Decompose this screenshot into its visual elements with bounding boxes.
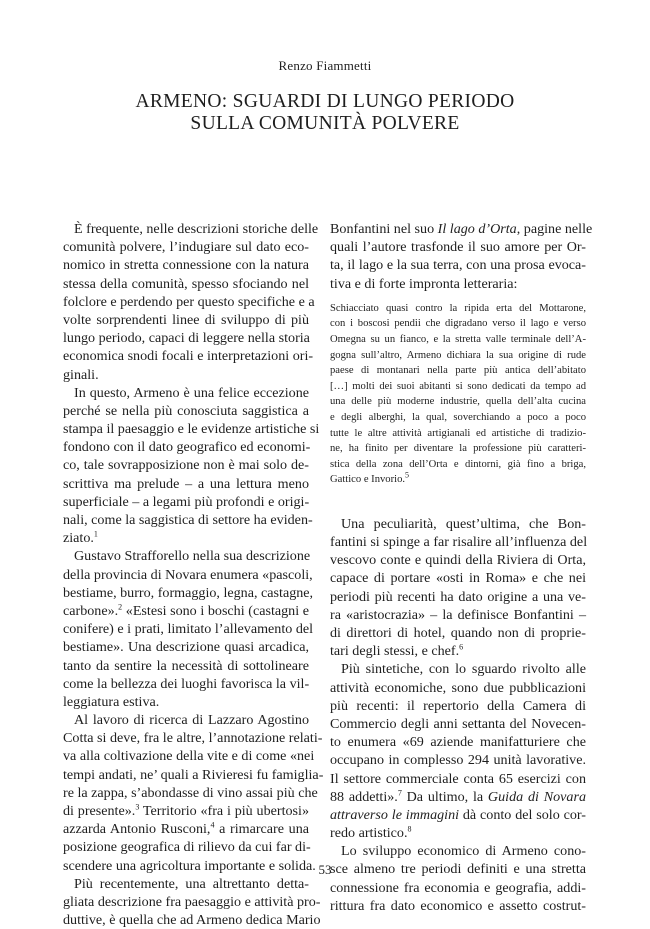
text-line: attività economiche, sono due pubblicazioni xyxy=(330,679,586,696)
page-number: 53 xyxy=(318,862,332,877)
text-line: scendere una agricoltura importante e solida. xyxy=(63,857,316,874)
text-line: co, tale sovrapposizione non è mai solo de- xyxy=(63,457,309,474)
text-line: È frequente, nelle descrizioni storiche delle xyxy=(74,221,319,237)
text-line: fantini si spinge a far risalire all’influenza del xyxy=(330,534,588,551)
text-line: comunità polvere, l’indugiare sul dato eco- xyxy=(63,239,309,256)
text-line: nali, come la saggistica di settore ha eviden- xyxy=(63,512,313,528)
quote-line: Schiacciato quasi contro la ripida erta del Mottarone, xyxy=(330,302,586,314)
text-line: volte sorprendenti linee di sviluppo di più xyxy=(63,311,309,328)
text-run: 88 addetti». xyxy=(330,788,398,805)
text-run: tari degli stessi, e chef. xyxy=(330,643,460,660)
footnote-ref[interactable]: 3 xyxy=(135,802,140,812)
footnote-ref[interactable]: 7 xyxy=(397,788,402,797)
block-quote xyxy=(330,301,586,488)
text-line: periodi più recenti ha dato origine a una ve- xyxy=(330,588,586,605)
block-spacing xyxy=(330,488,586,515)
quote-line: e degli alberghi, la qual, soverchiando a poco a poco xyxy=(330,411,586,423)
footnote-ref[interactable]: 2 xyxy=(118,602,123,612)
book-title: attraverso le immagini xyxy=(330,806,460,823)
text-line: gliata descrizione fra paesaggio e attività pro- xyxy=(63,893,321,910)
text-line: In questo, Armeno è una felice eccezione xyxy=(74,384,309,401)
text-line: Gustavo Strafforello nella sua descrizione xyxy=(74,548,311,565)
text-line: duttive, è quella che ad Armeno dedica Mario xyxy=(63,912,321,929)
running-head-author: Renzo Fiammetti xyxy=(278,58,372,73)
text-run: dà conto del solo cor- xyxy=(459,806,586,823)
text-line: occupano in complesso 294 unità lavorative. xyxy=(330,752,586,769)
text-run: Bonfantini nel suo xyxy=(330,221,438,237)
text-line: Il settore commerciale conta 65 esercizi con xyxy=(330,770,586,787)
footnote-ref[interactable]: 6 xyxy=(459,642,464,652)
quote-line: tutte le altre attività artigianali ed artistiche di tradizio- xyxy=(330,427,586,439)
text-line: della provincia di Novara enumera «pascoli, xyxy=(63,566,313,583)
text-line: lungo periodo, capaci di leggere nella storia xyxy=(63,330,310,347)
text-run: di presente». xyxy=(63,803,136,819)
title-line: ARMENO: SGUARDI DI LUNGO PERIODO xyxy=(135,91,515,112)
footnote-ref[interactable]: 5 xyxy=(405,470,410,480)
quote-line: gogna sull’altro, Armeno dichiara la sua origine di rude xyxy=(330,349,586,361)
text-line: ta, il lago e la sua terra, con una prosa evoca- xyxy=(330,257,586,274)
quote-line: […] molti dei suoi abitanti si sono dedicati da tempo ad xyxy=(330,380,586,392)
text-line: bestiame». Una descrizione quasi arcadica, xyxy=(63,639,309,656)
left-column xyxy=(63,220,324,929)
text-line: nomico in stretta connessione con la natura xyxy=(63,257,309,274)
quote-line: con i boscosi pendii che digradano verso il lago e verso xyxy=(330,318,586,330)
text-line: Più sintetiche, con lo sguardo rivolto alle xyxy=(341,661,586,678)
text-run: , pagine nelle xyxy=(516,221,593,237)
text-run: Da ultimo, la xyxy=(401,788,488,805)
text-line: re la zappa, s’abondasse di vino assai più che xyxy=(63,784,318,801)
text-line: capace di portare «osti in Roma» e che nei xyxy=(330,570,586,587)
text-run: ziato. xyxy=(63,530,94,547)
text-run: «Estesi sono i boschi (castagni e xyxy=(122,602,309,619)
text-line: rittura fra dato economico e assetto costrut- xyxy=(330,897,586,914)
footnote-ref[interactable]: 8 xyxy=(407,824,412,834)
text-run: carbone». xyxy=(63,602,119,619)
text-line: bestiame, burro, formaggio, legna, castagne, xyxy=(63,584,314,601)
text-line xyxy=(63,529,309,547)
text-run: a rimarcare una xyxy=(214,821,309,838)
text-line: sce almeno tre periodi definiti e una stretta xyxy=(330,861,586,878)
text-line: scrittiva ma prelude – a una lettura meno xyxy=(63,475,309,492)
text-line: Cotta si deve, fra le altre, l’annotazione relati- xyxy=(63,730,323,747)
quote-line: Omegna su un fianco, e la stretta valle terminale dell’A- xyxy=(330,333,586,345)
text-line: tempi andati, ne’ quali a Rivieresi fu famiglia- xyxy=(63,766,324,783)
block-spacing xyxy=(330,293,586,301)
text-line: Commercio degli anni settanta del Novecen- xyxy=(330,715,586,732)
book-title: Guida di Novara xyxy=(487,788,586,805)
text-line: to enumera «69 aziende manifatturiere che xyxy=(330,734,586,751)
text-line xyxy=(330,220,593,238)
text-line xyxy=(330,824,586,842)
text-line: Al lavoro di ricerca di Lazzaro Agostino xyxy=(74,712,309,729)
text-line: superficiale – a legami più profondi e origi- xyxy=(63,493,310,510)
text-line: connessione fra economia e geografia, addi- xyxy=(330,879,586,896)
quote-line: ne, ha finito per diventare la professione più caratteri- xyxy=(330,443,586,455)
text-line: Una peculiarità, quest’ultima, che Bon- xyxy=(341,515,586,532)
text-run: azzarda Antonio Rusconi, xyxy=(63,821,211,838)
text-line: stampa il paesaggio e le evidenze artistiche si xyxy=(63,421,320,438)
text-line: quali l’autore trasfonde il suo amore per Or- xyxy=(330,239,586,256)
text-line: vescovo conte e quindi della Riviera di Orta, xyxy=(330,552,586,569)
text-line: di direttori di hotel, quando non di proprie- xyxy=(330,625,586,641)
text-line xyxy=(63,602,309,620)
text-line xyxy=(330,642,586,660)
text-line: più recenti: il repertorio della Camera di xyxy=(330,697,586,714)
quote-line: paese di montanari nella parte più antica dell’abitato xyxy=(330,365,586,377)
text-line: stessa della comunità, spesso sfociando nel xyxy=(63,275,309,292)
footnote-ref[interactable]: 1 xyxy=(93,529,98,539)
text-line: Lo sviluppo economico di Armeno cono- xyxy=(341,843,586,860)
quote-line xyxy=(330,472,586,488)
title-line: SULLA COMUNITÀ POLVERE xyxy=(190,113,460,134)
text-run: Territorio «fra i più ubertosi» xyxy=(139,803,310,819)
article-title xyxy=(0,91,650,135)
quote-line: stica della zona dell’Orta e dintorni, già fino a briga, xyxy=(330,458,586,470)
text-line: fondono con il dato geografico ed economi- xyxy=(63,439,311,456)
book-title: Il lago d’Orta xyxy=(437,221,517,237)
text-line xyxy=(330,788,586,806)
text-line: conifere) e i prati, limitato l’allevamento del xyxy=(63,621,314,638)
text-line xyxy=(63,820,309,838)
right-column xyxy=(330,220,593,915)
text-run: Gattico e Invorio. xyxy=(330,474,406,486)
footnote-ref[interactable]: 4 xyxy=(210,820,215,830)
text-line xyxy=(63,802,309,820)
text-line: economica snodi focali e interpretazioni ori- xyxy=(63,348,314,365)
text-line: come la bellezza dei luoghi favorisca la vil- xyxy=(63,675,310,692)
text-line: Più recentemente, una altrettanto detta- xyxy=(74,875,309,892)
text-line xyxy=(330,806,586,824)
text-line: posizione geografica di rilievo da cui far di- xyxy=(63,839,311,856)
text-line: leggiatura estiva. xyxy=(63,693,160,710)
text-line: va alla coltivazione della vite e di come «nei xyxy=(63,748,315,765)
text-line: tiva e di forte impronta letteraria: xyxy=(330,275,518,292)
text-line: folclore e perdendo per questo specifiche e a xyxy=(63,293,315,310)
text-line: perché se nella più conosciuta saggistica a xyxy=(63,402,309,419)
text-run: redo artistico. xyxy=(330,825,408,842)
text-line: ra «aristocrazia» – la definisce Bonfantini – xyxy=(330,606,586,623)
text-line: tanto da sentire la necessità di sottolineare xyxy=(63,657,309,674)
quote-line: una delle più moderne industrie, quella dell’alta cucina xyxy=(330,396,586,408)
text-line: ginali. xyxy=(63,366,99,383)
